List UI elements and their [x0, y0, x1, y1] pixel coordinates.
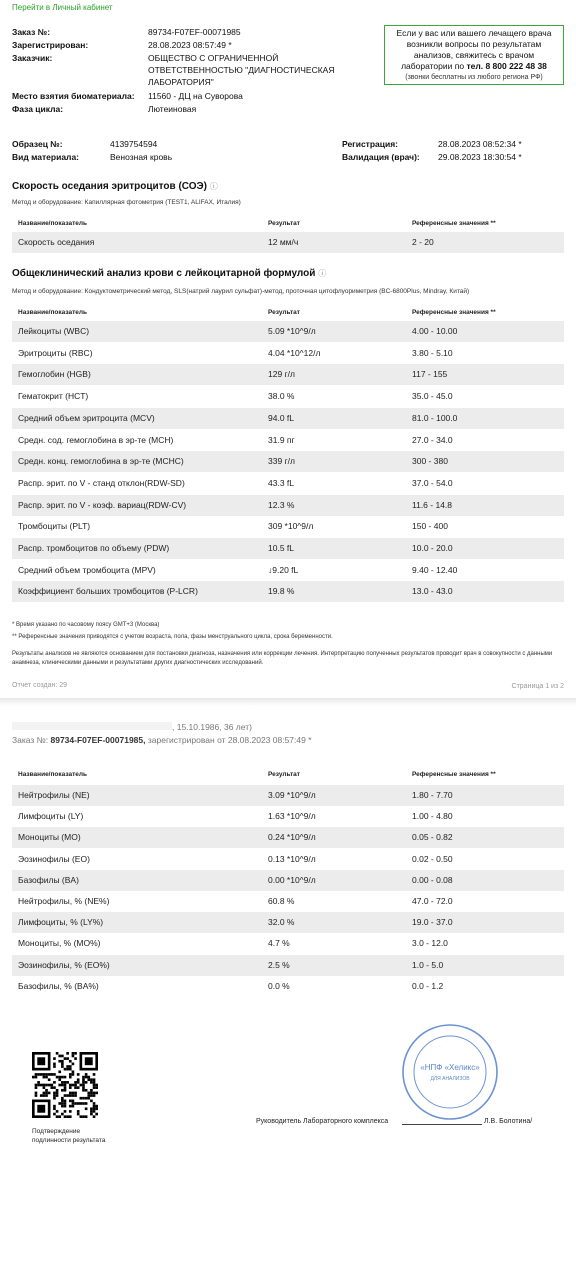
contact-line: Если у вас или вашего лечащего врача: [396, 28, 552, 38]
table-row: [12, 827, 564, 848]
stamp-text: «НПФ «Хеликс»: [420, 1063, 480, 1072]
col-result: Результат: [268, 220, 300, 227]
cell-result: 3.09 *10^9/л: [268, 790, 316, 800]
header-field-label: Заказ №:: [12, 27, 51, 37]
contact-phone[interactable]: тел. 8 800 222 48 38: [466, 61, 547, 71]
contact-line-prefix: лаборатории по: [401, 61, 467, 71]
header-field-value: 28.08.2023 08:57:49 *: [148, 40, 232, 50]
cell-result: 4.04 *10^12/л: [268, 347, 321, 358]
col-name: Название/показатель: [18, 771, 88, 778]
header-field-value: 11560 - ДЦ на Суворова: [148, 91, 243, 101]
cell-name: Лимфоциты (LY): [18, 811, 84, 822]
table-row: [12, 451, 564, 472]
cell-ref: 4.00 - 10.00: [412, 326, 458, 336]
cell-ref: 150 - 400: [412, 521, 448, 532]
table-row: [12, 516, 564, 537]
table-row: [12, 232, 564, 253]
table-row: [12, 343, 564, 364]
cell-ref: 3.0 - 12.0: [412, 938, 448, 949]
table-row: [12, 785, 564, 806]
soe-title-text: Скорость оседания эритроцитов (СОЭ): [12, 181, 207, 192]
table-row: [12, 955, 564, 976]
cbc-title: [12, 268, 326, 279]
cell-name: Средний объем тромбоцита (MPV): [18, 564, 156, 575]
col-result: Результат: [268, 771, 300, 778]
cell-name: Средн. сод. гемоглобина в эр-те (MCH): [18, 434, 174, 445]
table-row: [12, 473, 564, 494]
cell-ref: 0.0 - 1.2: [412, 980, 444, 991]
patient-info: [12, 722, 252, 732]
cell-result: 38.0 %: [268, 391, 295, 402]
info-icon[interactable]: ⓘ: [209, 182, 218, 191]
page-break: [0, 698, 576, 706]
cell-name: Скорость оседания: [18, 237, 95, 247]
footnote-ref: ** Референсные значения приводятся с учетом возраста, пола, фазы менструального цикла, срока беременности.: [12, 634, 333, 640]
cell-ref: 0.05 - 0.82: [412, 832, 453, 843]
sample-value: 4139754594: [110, 139, 158, 149]
header-field-label: Фаза цикла:: [12, 104, 64, 114]
header-field-value: ОБЩЕСТВО С ОГРАНИЧЕННОЙ: [148, 53, 279, 63]
info-icon[interactable]: ⓘ: [318, 269, 327, 278]
cell-ref: 0.00 - 0.08: [412, 874, 453, 885]
table-row: [12, 386, 564, 407]
table-row: [12, 495, 564, 516]
diff-table-header: [12, 765, 564, 785]
table-row: [12, 364, 564, 385]
cell-name: Распр. эрит. по V - станд отклон(RDW-SD): [18, 477, 185, 488]
table-row: [12, 430, 564, 451]
cell-name: Средн. конц. гемоглобина в эр-те (MCHC): [18, 456, 184, 467]
cell-result: 19.8 %: [268, 586, 295, 597]
cell-name: Гемоглобин (HGB): [18, 369, 91, 380]
table-row: [12, 849, 564, 870]
col-name: Название/показатель: [18, 220, 88, 227]
cell-name: Нейтрофилы, % (NE%): [18, 896, 110, 906]
cell-result: 5.09 *10^9/л: [268, 326, 316, 336]
cell-result: 309 *10^9/л: [268, 521, 314, 532]
validation-label: Валидация (врач):: [342, 152, 420, 162]
material-value: Венозная кровь: [110, 152, 173, 162]
header-field-label: Место взятия биоматериала:: [12, 91, 135, 101]
cell-ref: 81.0 - 100.0: [412, 412, 458, 423]
cell-name: Коэффициент больших тромбоцитов (P-LCR): [18, 586, 198, 597]
table-row: [12, 806, 564, 827]
sample-label: Образец №:: [12, 139, 63, 149]
table-row: [12, 581, 564, 602]
footnote-time: * Время указано по часовому поясу GMT+3 (Москва): [12, 622, 160, 628]
cell-ref: 1.80 - 7.70: [412, 790, 453, 800]
cbc-title-text: Общеклинический анализ крови с лейкоцитарной формулой: [12, 268, 316, 279]
table-row: [12, 976, 564, 997]
cell-ref: 47.0 - 72.0: [412, 896, 453, 906]
cell-name: Эритроциты (RBC): [18, 347, 93, 358]
order-number: 89734-F07EF-00071985,: [50, 735, 146, 745]
cell-result: 12 мм/ч: [268, 237, 299, 247]
validation-value: 29.08.2023 18:30:54 *: [438, 152, 522, 162]
cbc-table-header: [12, 303, 564, 323]
signature-line: [402, 1124, 482, 1125]
cell-result: 4.7 %: [268, 938, 290, 949]
cell-ref: 35.0 - 45.0: [412, 391, 453, 402]
cell-ref: 11.6 - 14.8: [412, 499, 453, 510]
signature-role: Руководитель Лабораторного комплекса: [256, 1118, 389, 1125]
cell-ref: 1.0 - 5.0: [412, 959, 444, 970]
cell-ref: 13.0 - 43.0: [412, 586, 453, 597]
cell-name: Распр. эрит. по V - коэф. вариац(RDW-CV): [18, 499, 187, 510]
header-field-value: ЛАБОРАТОРИЯ": [148, 77, 214, 87]
cell-ref: 300 - 380: [412, 456, 448, 467]
qr-code[interactable]: [32, 1052, 98, 1118]
cell-name: Тромбоциты (PLT): [18, 521, 91, 532]
col-ref: Референсные значения **: [412, 220, 496, 227]
cell-result: 0.13 *10^9/л: [268, 853, 316, 864]
header-field-label: Зарегистрирован:: [12, 40, 89, 50]
table-row: [12, 560, 564, 581]
col-ref: Референсные значения **: [412, 309, 496, 316]
col-result: Результат: [268, 309, 300, 316]
cell-ref: 27.0 - 34.0: [412, 434, 453, 445]
cell-name: Эозинофилы, % (EO%): [18, 959, 110, 970]
table-row: [12, 538, 564, 559]
cell-result: 31.9 пг: [268, 434, 295, 445]
cbc-method: Метод и оборудование: Кондуктометрический метод, SLS(натрий лаурил сульфат)-метод, проточная цитофлуориметрия (BC-6800Plus, Mindray, Китай): [12, 288, 470, 295]
cell-ref: 19.0 - 37.0: [412, 917, 453, 928]
cell-result: 2.5 %: [268, 959, 290, 970]
page-number: Страница 1 из 2: [511, 683, 564, 690]
cell-ref: 9.40 - 12.40: [412, 564, 458, 575]
cell-result: ↓9.20 fL: [268, 564, 299, 575]
contact-line: анализов, свяжитесь с врачом: [413, 50, 535, 60]
header-field-value: Лютеиновая: [148, 104, 197, 114]
order-line: [12, 735, 312, 745]
header-field-value: ОТВЕТСТВЕННОСТЬЮ "ДИАГНОСТИЧЕСКАЯ: [148, 65, 335, 75]
cell-ref: 10.0 - 20.0: [412, 543, 453, 553]
cell-name: Эозинофилы (EO): [18, 853, 90, 864]
cell-result: 10.5 fL: [268, 543, 294, 553]
cell-name: Средний объем эритроцита (MCV): [18, 412, 155, 423]
table-row: [12, 408, 564, 429]
cell-ref: 2 - 20: [412, 237, 434, 247]
qr-caption-line: подлинности результата: [32, 1137, 106, 1144]
cell-ref: 0.02 - 0.50: [412, 853, 453, 864]
lab-stamp: [400, 1022, 500, 1122]
contact-box: [384, 25, 564, 85]
cell-ref: 1.00 - 4.80: [412, 811, 453, 822]
cell-ref: 117 - 155: [412, 369, 448, 380]
cell-result: 12.3 %: [268, 499, 295, 510]
cell-name: Гематокрит (HCT): [18, 391, 89, 402]
patient-birth-age: , 15.10.1986, 36 лет): [172, 722, 252, 732]
signature-name: Л.В. Болотина/: [484, 1118, 533, 1125]
report-created: Отчет создан: 29: [12, 682, 68, 689]
table-row: [12, 933, 564, 954]
cell-name: Моноциты (MO): [18, 832, 81, 843]
order-prefix: Заказ №:: [12, 735, 51, 745]
cell-result: 94.0 fL: [268, 412, 294, 423]
cell-name: Распр. тромбоцитов по объему (PDW): [18, 543, 170, 553]
soe-table-header: [12, 214, 564, 234]
contact-line: [385, 61, 563, 72]
cell-ref: 37.0 - 54.0: [412, 477, 453, 488]
cell-result: 60.8 %: [268, 896, 295, 906]
soe-title: [12, 181, 218, 192]
cell-name: Моноциты, % (MO%): [18, 938, 101, 949]
registration-label: Регистрация:: [342, 139, 399, 149]
personal-cabinet-link[interactable]: Перейти в Личный кабинет: [12, 3, 113, 12]
qr-caption: [32, 1127, 105, 1145]
header-field-value: 89734-F07EF-00071985: [148, 27, 241, 37]
soe-method: Метод и оборудование: Капиллярная фотометрия (TEST1, ALIFAX, Италия): [12, 199, 241, 206]
table-row: [12, 891, 564, 912]
qr-caption-line: Подтверждение: [32, 1128, 81, 1135]
cell-name: Базофилы (BA): [18, 874, 79, 885]
col-ref: Референсные значения **: [412, 771, 496, 778]
material-label: Вид материала:: [12, 152, 80, 162]
stamp-subtext: ДЛЯ АНАЛИЗОВ: [430, 1076, 470, 1082]
cell-name: Базофилы, % (BA%): [18, 980, 99, 991]
table-row: [12, 321, 564, 342]
registration-value: 28.08.2023 08:52:34 *: [438, 139, 522, 149]
order-suffix: зарегистрирован от 28.08.2023 08:57:49 *: [145, 735, 312, 745]
cell-result: 43.3 fL: [268, 477, 294, 488]
cell-result: 0.0 %: [268, 980, 290, 991]
contact-note: (звонки бесплатны из любого региона РФ): [405, 74, 543, 81]
footnote-disclaimer: Результаты анализов не являются основанием для постановки диагноза, назначения или коррекции лечения. Интерпретацию полученных результатов проводит врач в совокупности с данными анамнеза, клиническими данными и результатами других диагностических исследований.: [12, 651, 553, 666]
cell-result: 339 г/л: [268, 456, 295, 467]
cell-name: Лейкоциты (WBC): [18, 326, 90, 336]
table-row: [12, 912, 564, 933]
cell-result: 32.0 %: [268, 917, 295, 928]
cell-name: Нейтрофилы (NE): [18, 790, 90, 800]
cell-ref: 3.80 - 5.10: [412, 347, 453, 358]
table-row: [12, 870, 564, 891]
cell-result: 1.63 *10^9/л: [268, 811, 316, 822]
cell-result: 129 г/л: [268, 369, 295, 380]
col-name: Название/показатель: [18, 309, 88, 316]
cell-result: 0.24 *10^9/л: [268, 832, 316, 843]
header-field-label: Заказчик:: [12, 53, 53, 63]
cell-result: 0.00 *10^9/л: [268, 874, 316, 885]
contact-line: возникли вопросы по результатам: [406, 39, 542, 49]
redacted-patient-name: [12, 722, 172, 730]
cell-name: Лимфоциты, % (LY%): [18, 917, 104, 928]
